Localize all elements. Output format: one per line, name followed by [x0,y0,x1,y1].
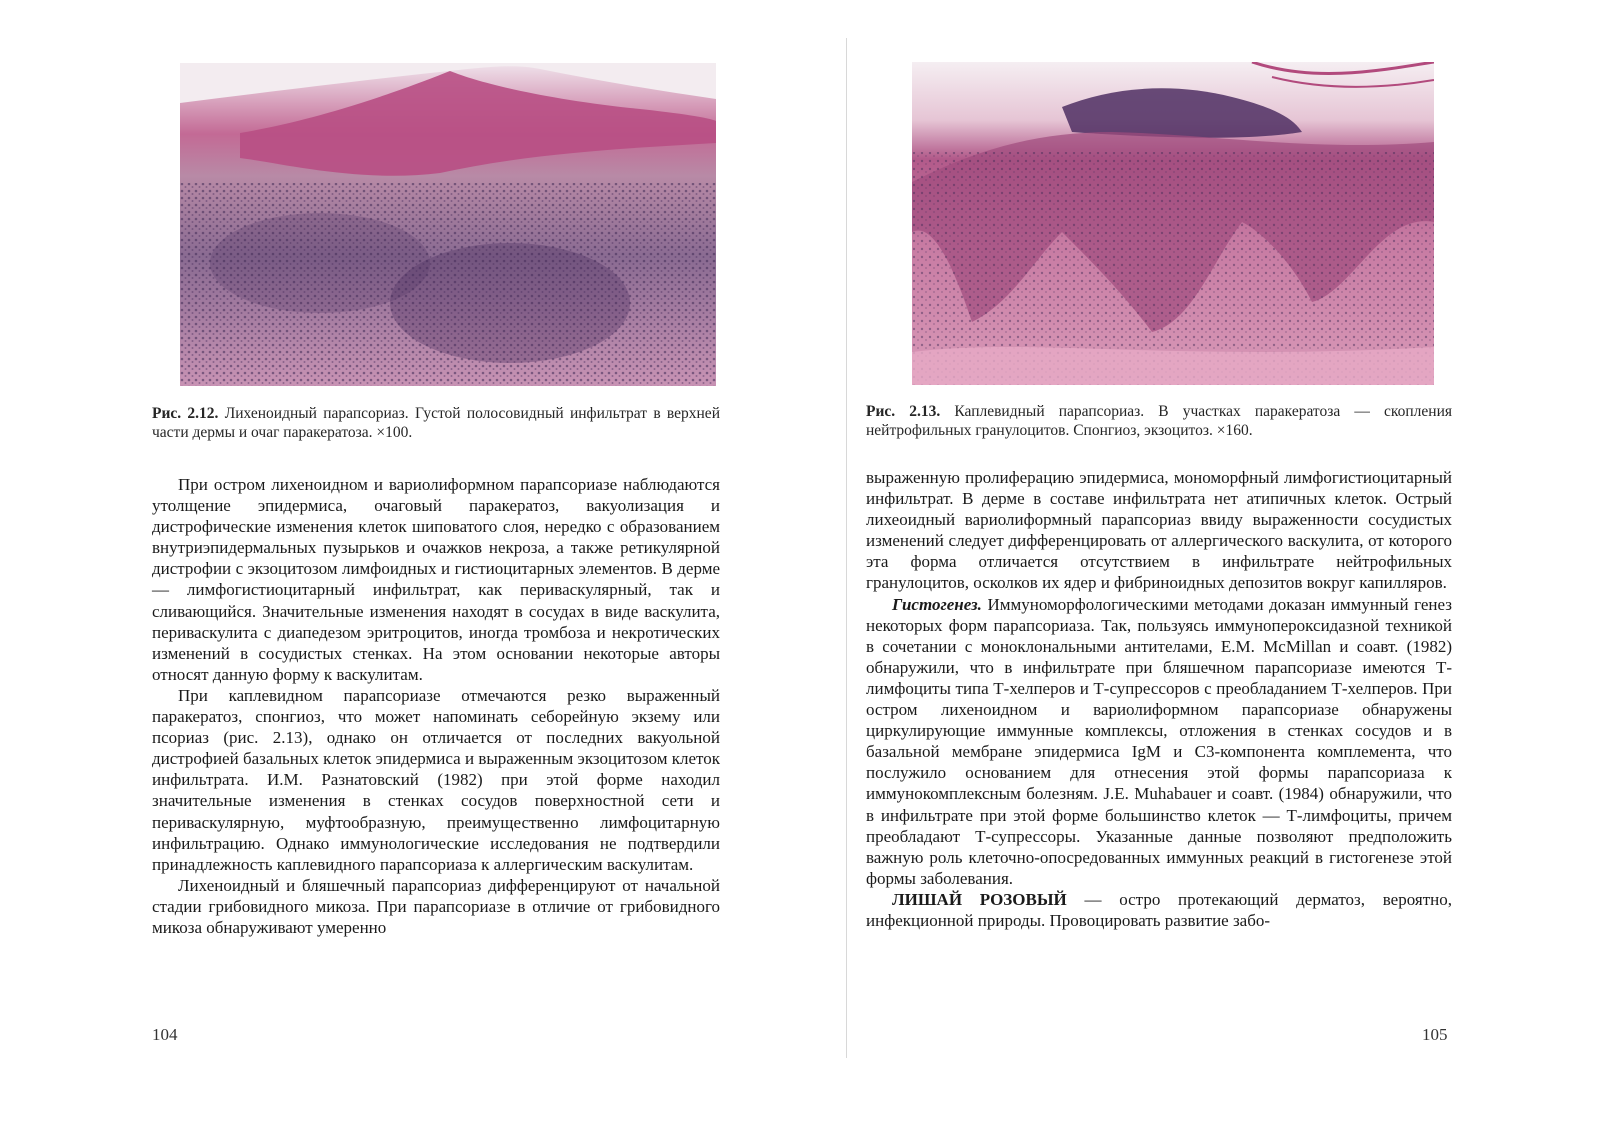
body-text [152,474,720,938]
histogenesis-text: Иммуноморфологическими методами доказан иммунный генез некоторых форм парапсориаза. Так, пользуясь иммунопероксидазной техникой в сочетании с моноклональными антителами, E.M. McMillan и соавт. (1982) обнаружили, что в инфильтрате при бляшечном парапсориазе имеются Т-лимфоциты типа Т-хелперов и Т-супрессоров с преобладанием Т-хелперов. При остром лихеноидном и вариолиформном парапсориазе обнаружены циркулирующие иммунные комплексы, отложения в стенках сосудов и в базальной мембране эпидермиса IgM и С3-компонента комплемента, что послужило основанием для отнесения этой формы парапсориаза к иммунокомплексным болезням. J.E. Muhabauer и соавт. (1984) обнаружили, что в инфильтрате при этой форме большинство клеток — Т-лимфоциты, причем преобладают Т-супрессоры. Указанные данные позволяют предположить важную роль клеточно-опосредованных иммунных реакций в гистогенезе этой формы заболевания. [866,594,1452,888]
figure-caption [866,402,1452,440]
figure-2-12-micrograph [180,63,716,386]
paragraph: При остром лихеноидном и вариолиформном парапсориазе наблюдаются утолщение эпидермиса, очаговый паракератоз, вакуолизация и дистрофические изменения клеток шиповатого слоя, нередко с образованием внутриэпидермальных пузырьков и очажков некроза, а также ретикулярной дистрофии с экзоцитозом лимфоидных и гистиоцитарных элементов. В дерме — лимфогистиоцитарный инфильтрат, как периваскулярный, так и сливающийся. Значительные изменения находят в сосудах в виде васкулита, периваскулита с диапедезом эритроцитов, иногда тромбоза и некротических изменений в сосудистых стенках. На этом основании некоторые авторы относят данную форму к васкулитам. [152,475,720,684]
figure-caption [152,404,720,442]
pityriasis-text: — остро протекающий дерматоз, вероятно, инфекционной природы. Провоцировать развитие забо- [866,889,1452,930]
paragraph: При каплевидном парапсориазе отмечаются резко выраженный паракератоз, спонгиоз, что может напоминать себорейную экзему или псориаз (рис. 2.13), однако он отличается от последних вакуольной дистрофией базальных клеток эпидермиса и выраженным экзоцитозом клеток инфильтрата. И.М. Разнатовский (1982) при этой форме находил значительные изменения в стенках сосудов поверхностной сети и периваскулярную, муфтообразную, преимущественно лимфоцитарную инфильтрацию. Однако иммунологические исследования не подтвердили принадлежность каплевидного парапсориаза к аллергическим васкулитам. [152,685,720,874]
guttate-parapsoriasis-image [912,62,1434,385]
paragraph: Лихеноидный и бляшечный парапсориаз дифференцируют от начальной стадии грибовидного микоза. При парапсориазе в отличие от грибовидного микоза обнаруживают умеренно [152,875,720,937]
page-number: 104 [152,1025,178,1044]
lichenoid-parapsoriasis-image [180,63,716,386]
figure-2-13-micrograph [912,62,1434,385]
page-number: 105 [1422,1025,1448,1044]
paragraph-histogenesis [866,594,1452,889]
paragraph-pityriasis [866,889,1452,931]
right-page [800,0,1600,1132]
figure-caption-text: Каплевидный парапсориаз. В участках паракератоза — скопления нейтрофильных гранулоцитов. Спонгиоз, экзоцитоз. ×160. [866,403,1452,439]
histogenesis-term: Гистогенез. [892,594,982,614]
figure-caption-text: Лихеноидный парапсориаз. Густой полосовидный инфильтрат в верхней части дермы и очаг паракератоза. ×100. [152,405,720,441]
pityriasis-term: ЛИШАЙ РОЗОВЫЙ [892,889,1067,909]
figure-label: Рис. 2.12. [152,405,219,422]
figure-label: Рис. 2.13. [866,403,941,420]
body-text [866,467,1452,931]
paragraph: выраженную пролиферацию эпидермиса, мономорфный лимфогистиоцитарный инфильтрат. В дерме в составе инфильтрата нет атипичных клеток. Острый лихеоидный вариолиформный парапсориаз ввиду выраженности сосудистых изменений следует дифференцировать от аллергического васкулита, от которого эта форма отличается отсутствием в инфильтрате нейтрофильных гранулоцитов, осколков их ядер и фибриноидных депозитов вокруг капилляров. [866,468,1452,593]
